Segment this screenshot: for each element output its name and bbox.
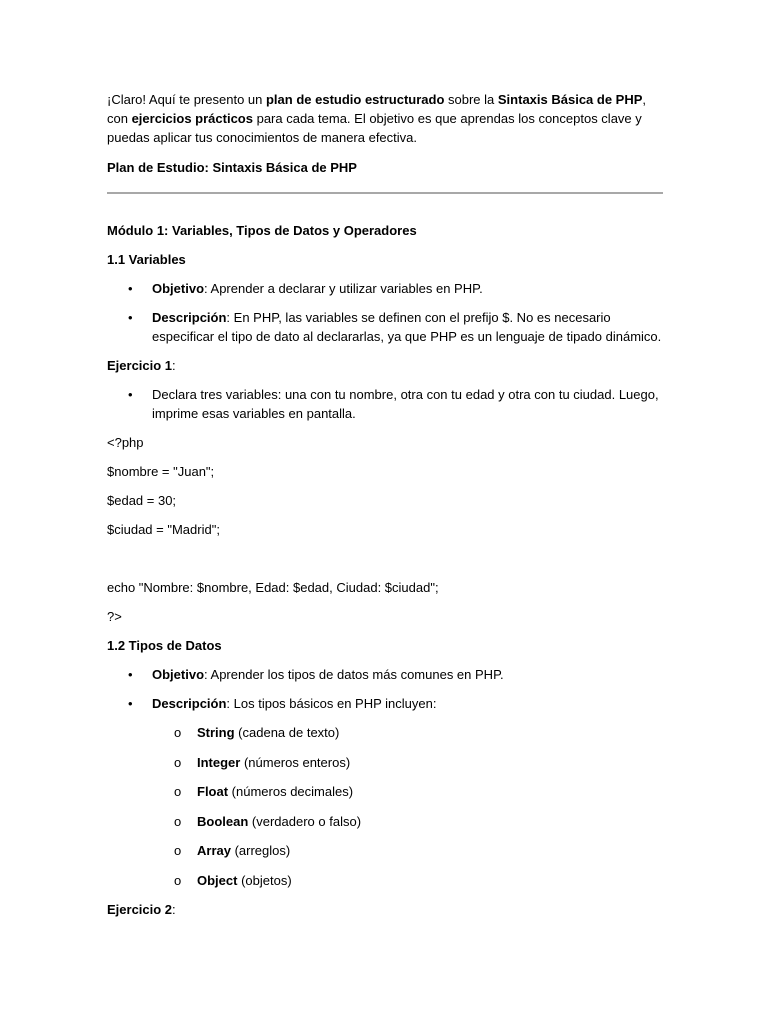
bullet-icon: • xyxy=(128,696,133,711)
intro-paragraph xyxy=(107,90,663,147)
type-desc: (cadena de texto) xyxy=(234,725,340,740)
document-page xyxy=(107,90,663,929)
bullet-icon: • xyxy=(128,281,133,296)
bullet-icon: • xyxy=(128,310,133,325)
code-line-6: ?> xyxy=(107,609,122,624)
circle-bullet-icon: o xyxy=(174,754,182,770)
circle-bullet-icon: o xyxy=(174,872,182,888)
section-1-1-title-text: 1.1 Variables xyxy=(107,252,186,267)
intro-text-2: sobre la xyxy=(444,92,498,107)
s12-objective-text: : Aprender los tipos de datos más comunes en PHP. xyxy=(204,667,504,682)
intro-bold-2: Sintaxis Básica de PHP xyxy=(497,92,643,107)
intro-text-4: para cada tema. El objetivo es que aprendas los conceptos clave y puedas aplicar tus conocimientos de manera efectiva. xyxy=(107,111,642,145)
s12-objective-label: Objetivo xyxy=(152,667,205,682)
s12-description-item xyxy=(107,694,663,713)
code-line-1: <?php xyxy=(107,435,144,450)
section-1-1-title xyxy=(107,250,663,269)
s12-objective-item xyxy=(107,665,663,684)
s11-objective-label: Objetivo xyxy=(152,281,205,296)
plan-title xyxy=(107,158,663,177)
type-name: String xyxy=(197,725,235,740)
type-desc: (verdadero o falso) xyxy=(248,813,362,829)
exercise-1-label: Ejercicio 1 xyxy=(107,358,173,373)
module-1-title-text: Módulo 1: Variables, Tipos de Datos y Operadores xyxy=(107,223,417,238)
intro-bold-1: plan de estudio estructurado xyxy=(265,92,445,107)
horizontal-rule xyxy=(107,192,663,194)
intro-text-3: , con xyxy=(107,92,647,126)
s11-description-item xyxy=(107,308,663,346)
s12-description-text: : Los tipos básicos en PHP incluyen: xyxy=(226,696,437,711)
section-1-2-title xyxy=(107,636,663,655)
plan-title-text: Plan de Estudio: Sintaxis Básica de PHP xyxy=(107,160,357,175)
code-line-4: $ciudad = "Madrid"; xyxy=(107,522,220,537)
s11-objective-item xyxy=(107,279,663,298)
type-item-integer xyxy=(107,753,663,772)
circle-bullet-icon: o xyxy=(174,784,182,799)
exercise-2-colon: : xyxy=(172,902,176,917)
type-name: Boolean xyxy=(197,813,249,829)
type-desc: (objetos) xyxy=(237,872,292,888)
exercise-1-text: Declara tres variables: una con tu nombre, otra con tu edad y otra con tu ciudad. Luego, imprime esas variables en pantalla. xyxy=(152,387,659,421)
module-1-title xyxy=(107,221,663,240)
type-desc: (números decimales) xyxy=(228,784,354,799)
bullet-icon: • xyxy=(128,387,133,402)
type-item-float xyxy=(107,782,663,801)
s11-objective-text: : Aprender a declarar y utilizar variables en PHP. xyxy=(204,281,483,296)
s12-description-label: Descripción xyxy=(152,696,227,711)
type-name: Integer xyxy=(197,754,241,770)
intro-text-1: ¡Claro! Aquí te presento un xyxy=(107,92,266,107)
s11-description-label: Descripción xyxy=(152,310,227,325)
type-name: Float xyxy=(197,784,229,799)
type-name: Array xyxy=(197,843,231,858)
type-name: Object xyxy=(197,872,238,888)
exercise-1-item xyxy=(107,385,663,423)
exercise-1-colon: : xyxy=(172,358,176,373)
type-item-string xyxy=(107,723,663,742)
type-desc: (números enteros) xyxy=(240,754,351,770)
code-line-5: echo "Nombre: $nombre, Edad: $edad, Ciudad: $ciudad"; xyxy=(107,580,439,595)
circle-bullet-icon: o xyxy=(174,725,182,740)
circle-bullet-icon: o xyxy=(174,843,182,858)
code-blank-line xyxy=(107,549,663,578)
type-item-boolean xyxy=(107,812,663,831)
circle-bullet-icon: o xyxy=(174,813,182,829)
type-item-object xyxy=(107,871,663,890)
intro-bold-3: ejercicios prácticos xyxy=(131,111,253,126)
section-1-2-title-text: 1.2 Tipos de Datos xyxy=(107,638,222,653)
type-item-array xyxy=(107,841,663,860)
type-desc: (arreglos) xyxy=(230,843,291,858)
exercise-1-heading xyxy=(107,356,663,375)
exercise-2-label: Ejercicio 2 xyxy=(107,902,173,917)
code-line-3: $edad = 30; xyxy=(107,493,177,508)
code-line-2: $nombre = "Juan"; xyxy=(107,464,215,479)
bullet-icon: • xyxy=(128,667,133,682)
exercise-2-heading xyxy=(107,900,663,919)
s11-description-text: : En PHP, las variables se definen con el prefijo $. No es necesario especificar el tipo de dato al declararlas, ya que PHP es un lenguaje de tipado dinámico. xyxy=(152,310,662,344)
